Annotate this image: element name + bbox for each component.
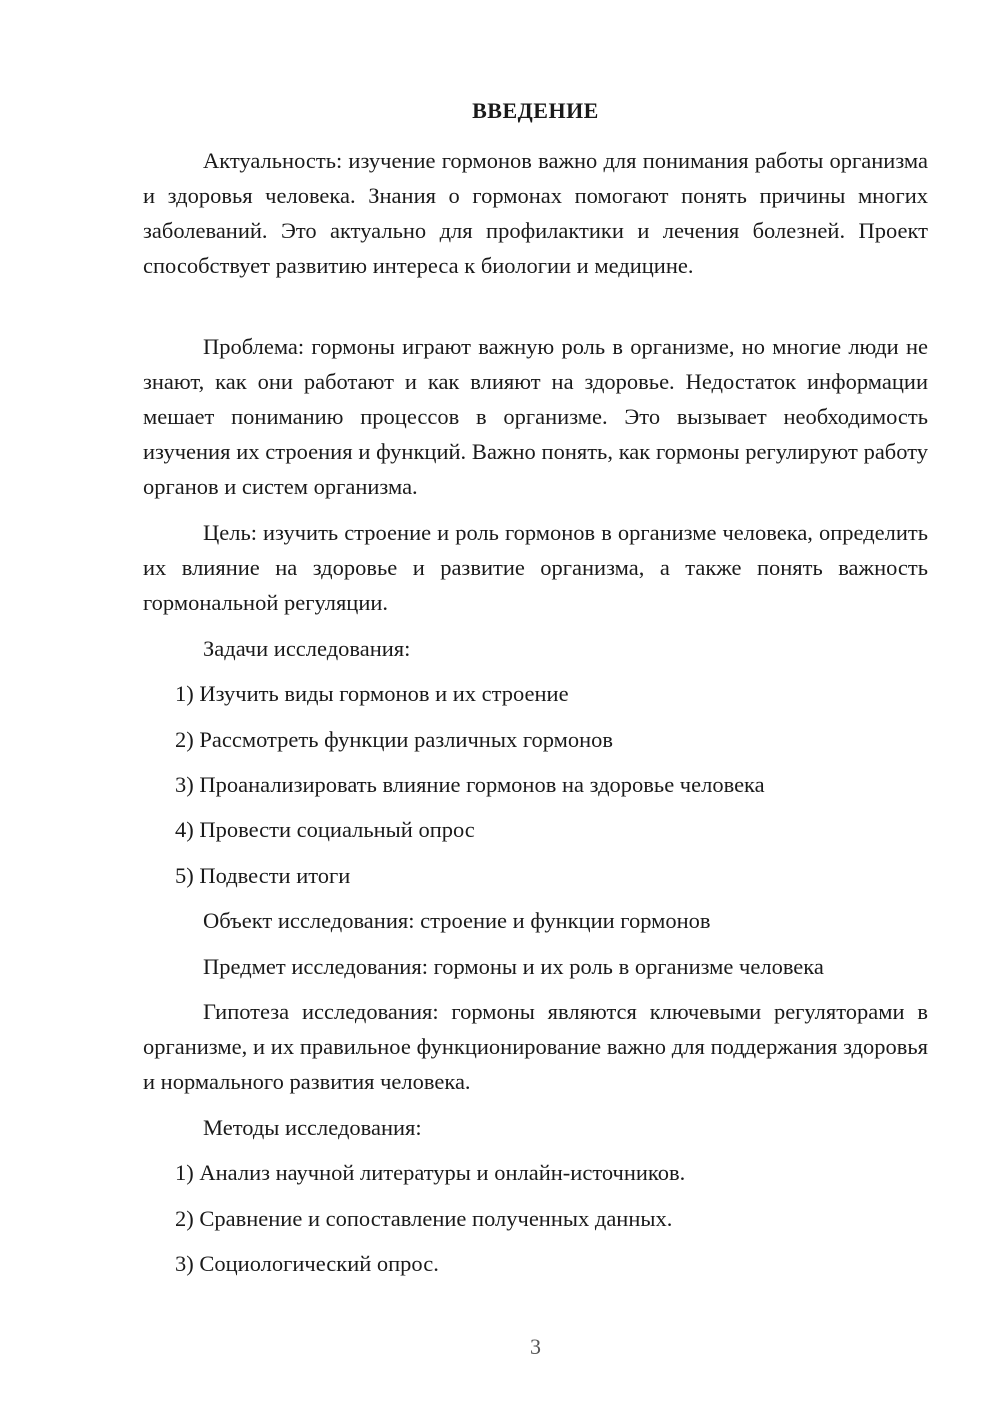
hypothesis-paragraph: Гипотеза исследования: гормоны являются ключевыми регуляторами в организме, и их правильное функционирование важно для поддержания здоровья и нормального развития человека. <box>143 999 928 1094</box>
method-item: 1) Анализ научной литературы и онлайн-источников. <box>175 1160 686 1185</box>
task-item: 3) Проанализировать влияние гормонов на здоровье человека <box>175 772 765 797</box>
method-item: 2) Сравнение и сопоставление полученных данных. <box>175 1206 673 1231</box>
section-title: ВВЕДЕНИЕ <box>472 98 599 123</box>
task-item: 5) Подвести итоги <box>175 863 351 888</box>
page-number: 3 <box>530 1334 541 1359</box>
problem-paragraph: Проблема: гормоны играют важную роль в организме, но многие люди не знают, как они работают и как влияют на здоровье. Недостаток информации мешает пониманию процессов в организме. Это вызывает необходимость изучения их строения и функций. Важно понять, как гормоны регулируют работу органов и систем организма. <box>143 334 928 499</box>
method-item: 3) Социологический опрос. <box>175 1251 439 1276</box>
goal-paragraph: Цель: изучить строение и роль гормонов в организме человека, определить их влияние на здоровье и развитие организма, а также понять важность гормональной регуляции. <box>143 520 928 615</box>
task-item: 2) Рассмотреть функции различных гормонов <box>175 727 614 752</box>
relevance-paragraph: Актуальность: изучение гормонов важно для понимания работы организма и здоровья человека. Знания о гормонах помогают понять причины многих заболеваний. Это актуально для профилактики и лечения болезней. Проект способствует развитию интереса к биологии и медицине. <box>143 148 928 278</box>
methods-heading: Методы исследования: <box>203 1115 422 1140</box>
document-page <box>143 0 928 1414</box>
task-item: 1) Изучить виды гормонов и их строение <box>175 681 569 706</box>
task-item: 4) Провести социальный опрос <box>175 817 475 842</box>
research-object: Объект исследования: строение и функции гормонов <box>203 908 711 933</box>
research-subject: Предмет исследования: гормоны и их роль в организме человека <box>203 954 824 979</box>
tasks-heading: Задачи исследования: <box>203 636 411 661</box>
